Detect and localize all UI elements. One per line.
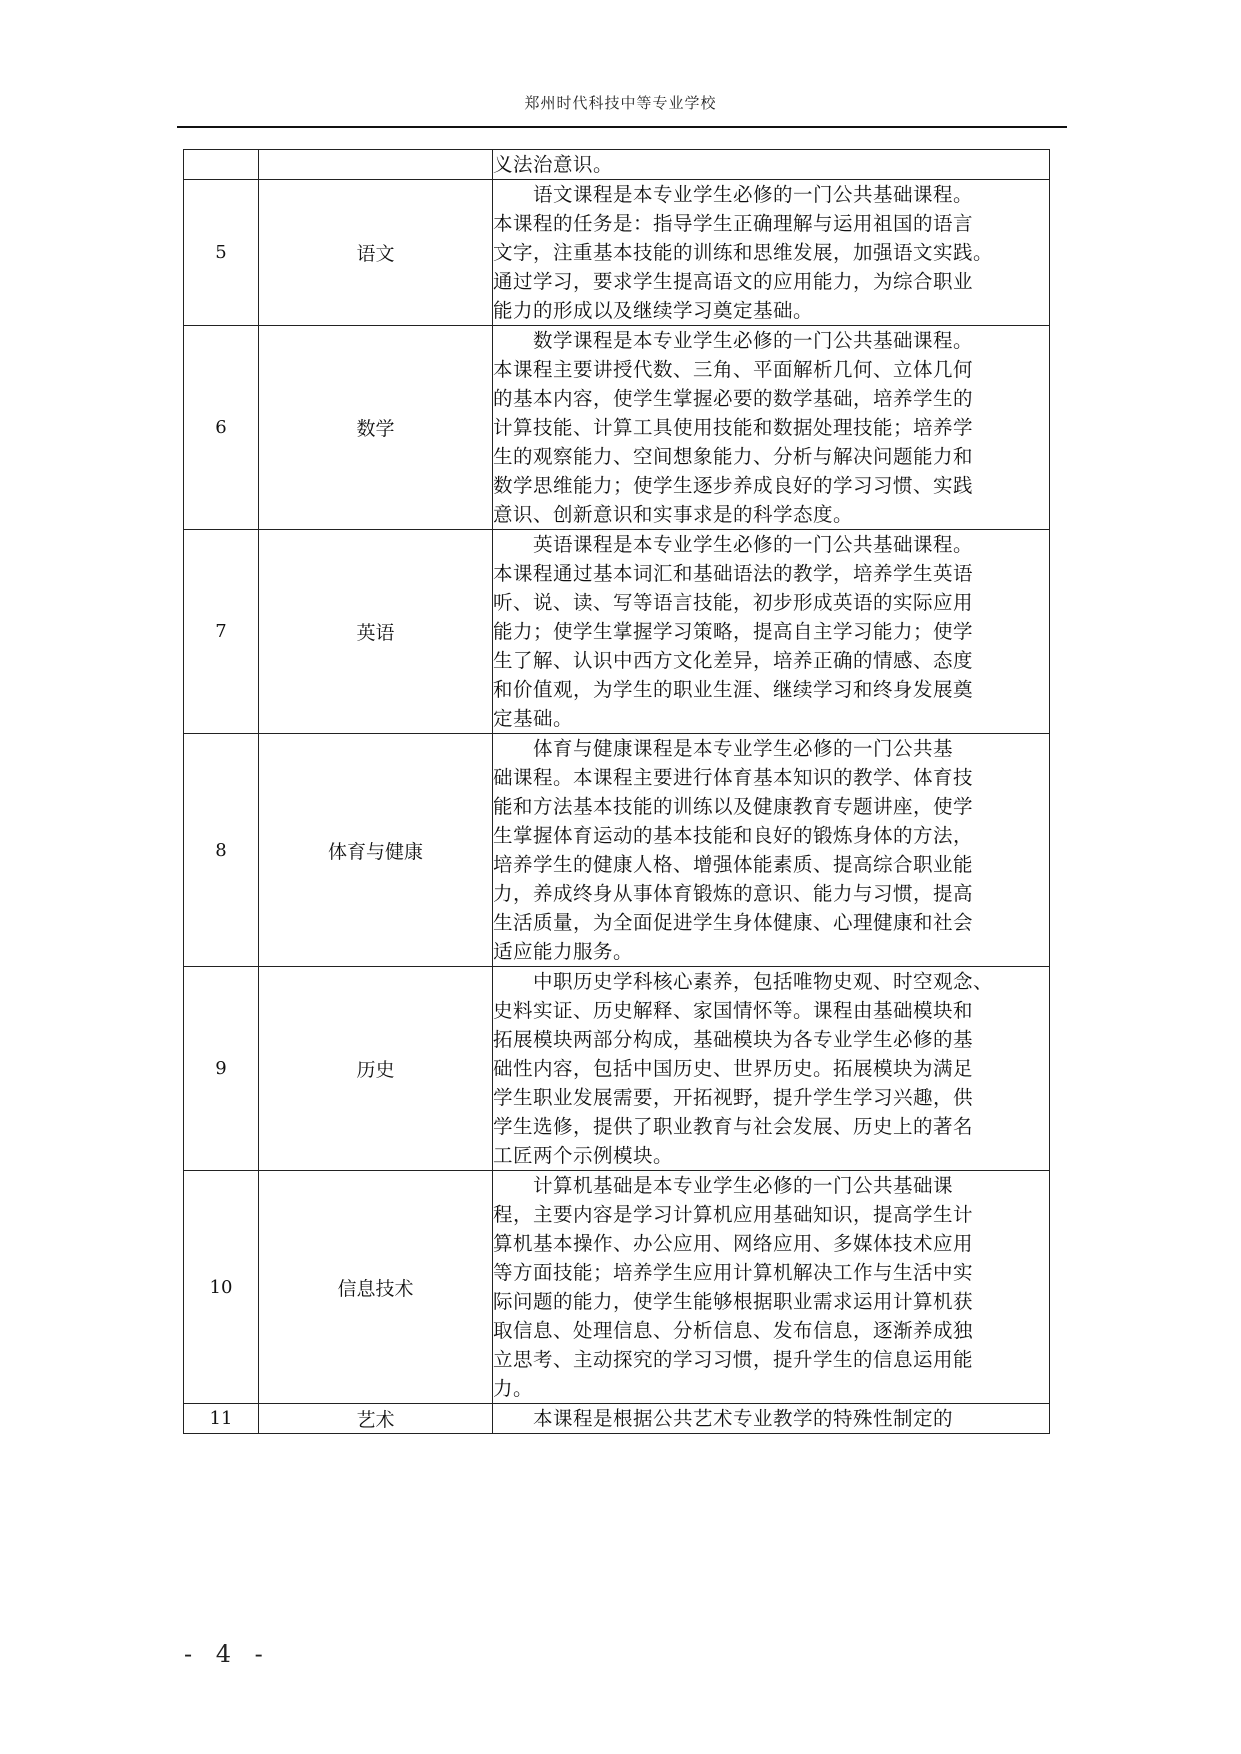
table-row [184,530,1050,734]
description-line: 文字，注重基本技能的训练和思维发展，加强语文实践。 [493,241,994,264]
course-number [184,150,259,180]
course-description [493,967,1050,1171]
table-row [184,967,1050,1171]
course-name: 数学 [259,326,493,530]
description-line: 意识、创新意识和实事求是的科学态度。 [493,503,854,526]
description-line: 工匠两个示例模块。 [493,1144,674,1167]
description-line: 际问题的能力，使学生能够根据职业需求运用计算机获 [493,1290,974,1313]
course-table-body [184,150,1050,1434]
course-description [493,1404,1050,1434]
description-line: 取信息、处理信息、分析信息、发布信息，逐渐养成独 [493,1319,974,1342]
description-line: 英语课程是本专业学生必修的一门公共基础课程。 [493,533,974,556]
page-number: - 4 - [184,1640,271,1668]
description-line: 本课程通过基本词汇和基础语法的教学，培养学生英语 [493,562,974,585]
course-name: 体育与健康 [259,734,493,967]
course-name: 语文 [259,180,493,326]
course-description [493,180,1050,326]
description-line: 定基础。 [493,707,574,730]
description-line: 力。 [493,1377,534,1400]
course-number: 7 [184,530,259,734]
header-rule [177,126,1067,128]
description-line: 语文课程是本专业学生必修的一门公共基础课程。 [493,183,974,206]
course-name: 英语 [259,530,493,734]
description-line: 础课程。本课程主要进行体育基本知识的教学、体育技 [493,766,974,789]
course-name: 历史 [259,967,493,1171]
description-line: 数学课程是本专业学生必修的一门公共基础课程。 [493,329,974,352]
description-line: 立思考、主动探究的学习习惯，提升学生的信息运用能 [493,1348,974,1371]
description-line: 计算机基础是本专业学生必修的一门公共基础课 [493,1174,954,1197]
description-line: 能力；使学生掌握学习策略，提高自主学习能力；使学 [493,620,974,643]
description-line: 的基本内容，使学生掌握必要的数学基础，培养学生的 [493,387,974,410]
course-description [493,1171,1050,1404]
description-line: 生活质量，为全面促进学生身体健康、心理健康和社会 [493,911,974,934]
description-line: 算机基本操作、办公应用、网络应用、多媒体技术应用 [493,1232,974,1255]
description-line: 本课程主要讲授代数、三角、平面解析几何、立体几何 [493,358,974,381]
description-line: 史料实证、历史解释、家国情怀等。课程由基础模块和 [493,999,974,1022]
course-name: 艺术 [259,1404,493,1434]
course-description [493,530,1050,734]
course-description [493,150,1050,180]
description-line: 通过学习，要求学生提高语文的应用能力，为综合职业 [493,270,974,293]
page-header-title: 郑州时代科技中等专业学校 [524,94,717,112]
table-row [184,180,1050,326]
table-row [184,1171,1050,1404]
course-number: 9 [184,967,259,1171]
course-number: 5 [184,180,259,326]
course-table [183,149,1050,1434]
table-row [184,1404,1050,1434]
course-description [493,326,1050,530]
course-name [259,150,493,180]
description-line: 学生职业发展需要，开拓视野，提升学生学习兴趣，供 [493,1086,974,1109]
description-line: 生掌握体育运动的基本技能和良好的锻炼身体的方法， [493,824,974,847]
description-line: 中职历史学科核心素养，包括唯物史观、时空观念、 [493,970,994,993]
description-line: 本课程是根据公共艺术专业教学的特殊性制定的 [493,1407,954,1430]
course-description [493,734,1050,967]
description-line: 适应能力服务。 [493,940,634,963]
description-line: 等方面技能；培养学生应用计算机解决工作与生活中实 [493,1261,974,1284]
description-line: 能力的形成以及继续学习奠定基础。 [493,299,814,322]
description-line: 本课程的任务是：指导学生正确理解与运用祖国的语言 [493,212,974,235]
description-line: 程，主要内容是学习计算机应用基础知识，提高学生计 [493,1203,974,1226]
description-line: 生了解、认识中西方文化差异，培养正确的情感、态度 [493,649,974,672]
description-line: 义法治意识。 [493,153,614,176]
table-row [184,734,1050,967]
description-line: 学生选修，提供了职业教育与社会发展、历史上的著名 [493,1115,974,1138]
course-number: 8 [184,734,259,967]
description-line: 础性内容，包括中国历史、世界历史。拓展模块为满足 [493,1057,974,1080]
description-line: 力，养成终身从事体育锻炼的意识、能力与习惯，提高 [493,882,974,905]
description-line: 数学思维能力；使学生逐步养成良好的学习习惯、实践 [493,474,974,497]
table-row [184,326,1050,530]
course-number: 6 [184,326,259,530]
description-line: 拓展模块两部分构成，基础模块为各专业学生必修的基 [493,1028,974,1051]
description-line: 计算技能、计算工具使用技能和数据处理技能；培养学 [493,416,974,439]
description-line: 生的观察能力、空间想象能力、分析与解决问题能力和 [493,445,974,468]
description-line: 体育与健康课程是本专业学生必修的一门公共基 [493,737,954,760]
table-row [184,150,1050,180]
description-line: 能和方法基本技能的训练以及健康教育专题讲座，使学 [493,795,974,818]
description-line: 和价值观，为学生的职业生涯、继续学习和终身发展奠 [493,678,974,701]
course-name: 信息技术 [259,1171,493,1404]
course-number: 10 [184,1171,259,1404]
description-line: 培养学生的健康人格、增强体能素质、提高综合职业能 [493,853,974,876]
course-number: 11 [184,1404,259,1434]
description-line: 听、说、读、写等语言技能，初步形成英语的实际应用 [493,591,974,614]
